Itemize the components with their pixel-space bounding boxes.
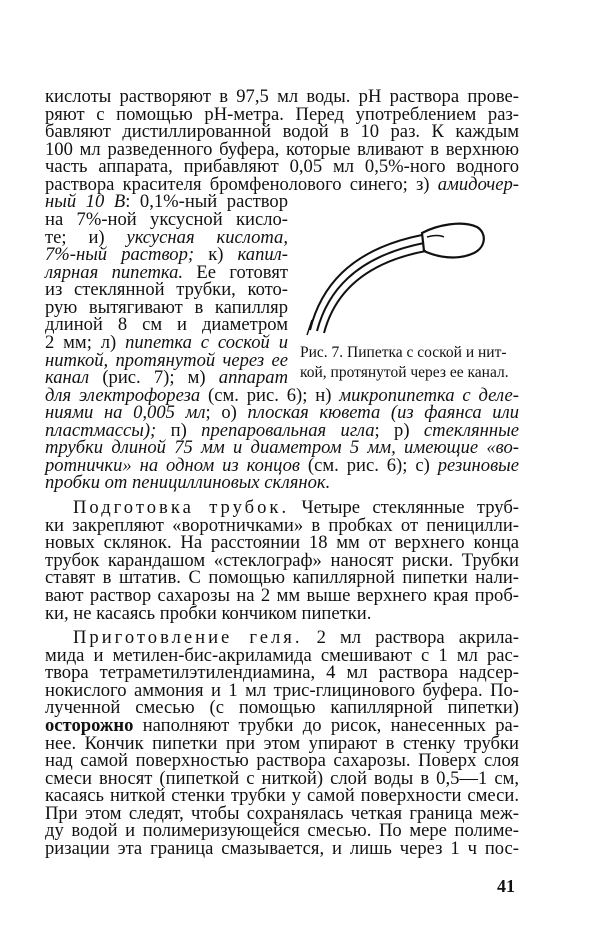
text-line: ризации эта граница смазывается, и лишь через 1 ч пос- <box>45 838 519 859</box>
text-line: лярная пипетка. Ее готовят <box>45 261 288 283</box>
text-line: пластмассы); п) препаровальная игла; р) стеклянные <box>45 419 519 441</box>
text-line: ный 10 В: 0,1%-ный раствор <box>45 191 288 213</box>
text-line: для электрофореза (см. рис. 6); н) микропипетка с деле- <box>45 384 519 406</box>
text-line: часть аппарата, прибавляют 0,05 мл 0,5%-ного водного <box>45 156 519 178</box>
text-line: рую вытягивают в капилляр <box>45 296 288 318</box>
text-line: раствора красителя бромфенолового синего; з) амидочер- <box>45 173 519 195</box>
text-line: ротнички» на одном из концов (см. рис. 6); с) резиновые <box>45 454 519 476</box>
text-line: ниями на 0,005 мл; о) плоская кювета (из фаянса или <box>45 402 519 424</box>
text-line: лученной смесью (с помощью капиллярной пипетки) <box>45 697 519 719</box>
text-line: касаясь ниткой стенки трубки у самой поверхности смеси. <box>45 785 519 807</box>
text-line: нее. Кончик пипетки при этом упирают в стенку трубки <box>45 732 519 754</box>
text-line: бавляют дистиллированной водой в 10 раз. К каждым <box>45 121 519 143</box>
text-line: трубок карандашом «стеклограф» наносят риски. Трубки <box>45 549 519 571</box>
text-line: 7%-ный раствор; к) капил- <box>45 244 288 266</box>
text-line: При этом следят, чтобы сохранялась четкая граница меж- <box>45 802 519 824</box>
text-line: из стеклянной трубки, кото- <box>45 279 288 301</box>
text-line: пробки от пенициллиновых склянок. <box>45 472 331 494</box>
text-line: кислоты растворяют в 97,5 мл воды. pH раствора прове- <box>45 86 519 107</box>
text-line: ставят в штатив. С помощью капиллярной пипетки нали- <box>45 567 519 589</box>
text-line: над самой поверхностью раствора сахарозы. Поверх слоя <box>45 750 519 772</box>
page-number: 41 <box>497 876 515 896</box>
text-line: мида и метилен-бис-акриламида смешивают с 1 мл рас- <box>45 644 519 666</box>
text-line: длиной 8 см и диаметром <box>45 314 288 336</box>
text-line: 2 мм; л) пипетка с соской и <box>45 331 288 353</box>
figure-caption-line: Рис. 7. Пипетка с соской и нит- <box>300 344 507 361</box>
text-line: ду водой и полимеризующейся смесью. По мере полиме- <box>45 820 519 842</box>
text-line: твора тетраметилэтилендиамина, 4 мл раствора надсер- <box>45 662 519 684</box>
pipette-figure <box>262 195 492 345</box>
text-line: на 7%-ной уксусной кисло- <box>45 208 288 230</box>
text-line: канал (рис. 7); м) аппарат <box>45 367 288 389</box>
text-line: новых склянок. На расстоянии 18 мм от верхнего конца <box>45 532 519 554</box>
text-line: ниткой, протянутой через ее <box>45 349 288 371</box>
text-line: трубки длиной 75 мм и диаметром 5 мм, имеющие «во- <box>45 437 519 459</box>
text-line: ки, не касаясь пробки кончиком пипетки. <box>45 602 372 624</box>
text-line: 100 мл разведенного буфера, которые вливают в верхнюю <box>45 138 519 160</box>
text-line: ки закрепляют «воротничками» в пробках от пеницилли- <box>45 514 519 536</box>
text-line: те; и) уксусная кислота, <box>45 226 288 248</box>
text-line: Приготовление геля. 2 мл раствора акрила- <box>73 627 519 649</box>
text-line: ряют с помощью pH-метра. Перед употреблением раз- <box>45 103 519 125</box>
text-line: смеси вносят (пипеткой с ниткой) слой воды в 0,5—1 см, <box>45 767 519 789</box>
text-line: Подготовка трубок. Четыре стеклянные труб- <box>73 497 520 519</box>
text-line: осторожно наполняют трубки до рисок, нанесенных ра- <box>45 715 519 737</box>
page-body <box>45 0 519 950</box>
text-line: нокислого аммония и 1 мл трис-глицинового буфера. По- <box>45 679 519 701</box>
text-line: вают раствор сахарозы на 2 мм выше верхнего края проб- <box>45 584 519 606</box>
figure-caption-line: кой, протянутой через ее канал. <box>300 364 509 381</box>
